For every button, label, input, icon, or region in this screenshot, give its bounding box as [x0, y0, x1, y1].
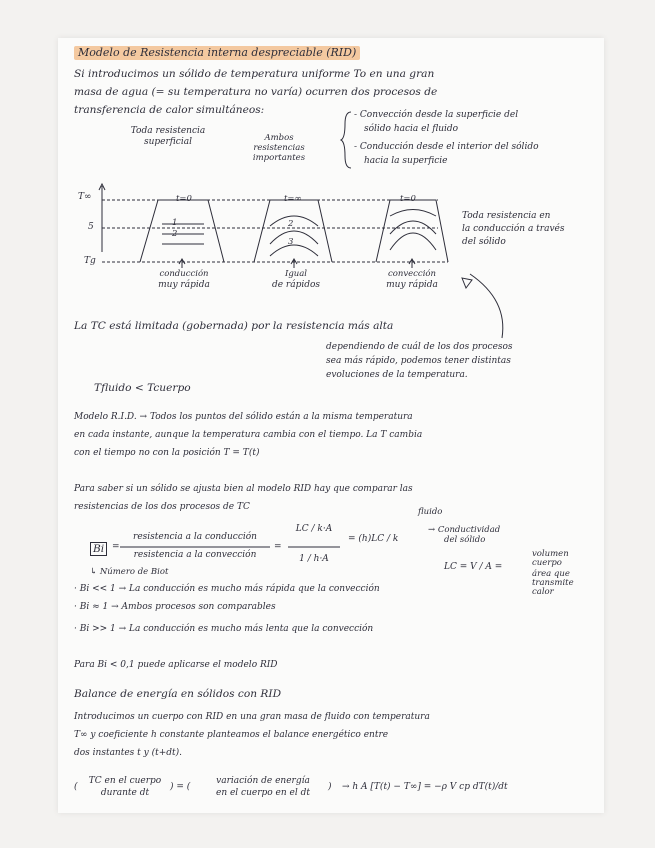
lc-note-3: área que	[532, 569, 570, 579]
time-label-6: 3	[288, 237, 294, 247]
process-1-b: sólido hacia el fluido	[364, 124, 459, 134]
temperature-profile-diagram	[58, 38, 604, 338]
time-label-2: 1	[172, 218, 178, 228]
time-label-3: 2	[172, 229, 178, 239]
final-rhs: → h A [T(t) − T∞] = −ρ V cp dT(t)/dt	[342, 782, 508, 792]
head-mid-2: resistencias	[253, 143, 305, 153]
final-left-1: TC en el cuerpo	[88, 776, 162, 786]
time-label-7: t=0	[400, 194, 416, 204]
time-label-5: 2	[288, 219, 294, 229]
biot-name: ↳ Número de Biot	[90, 567, 169, 577]
process-1-a: - Convección desde la superficie del	[354, 110, 519, 120]
caption-1-a: conducción	[159, 269, 209, 279]
y-label-5: 5	[88, 222, 94, 232]
frac2-numerator: LC / k·A	[295, 524, 333, 534]
lc-note-5: calor	[532, 587, 554, 597]
model-rid-1: Modelo R.I.D. → Todos los puntos del sólido están a la misma temperatura	[74, 412, 413, 422]
head-mid-3: importantes	[252, 153, 306, 163]
notebook-page: Modelo de Resistencia interna despreciable (RID) Si introducimos un sólido de temperatura uniforme To en una gran masa de agua (= su temperatura no varía) ocurren dos procesos de transferencia de calor simultáneos: - Convección desde la superficie del sólido hacia el fluido - Conducción desde el interior del sólido hacia la superficie Toda resistencia superficial Ambos resistencias importantes T∞ 5 Tg t=0 1 2 t=∞ 2 3 t=0 conducción muy rápida Igual de rápidos convección muy rápida Toda resistencia en la conducción a través del sólido La TC está limitada (gobernada) por la resistencia más alta dependiendo de cuál de los dos procesos sea más rápido, podemos tener distintas evoluciones de la temperatura. Tfluido < Tcuerpo Modelo R.I.D. → Todos los puntos del sólido están a la misma temperatura en cada instante, aunque la temperatura cambia con el tiempo. La T cambia con el tiempo no con la posición T = T(t) Para saber si un sólido se ajusta bien al modelo RID hay que comparar las resistencias de los dos procesos de TC Bi = resistencia a la conducción resistencia a la convección = LC / k·A 1 / h·A = (h)LC / k fluido → Conductividad del sólido ↳ Número de Biot LC = V / A = volumen cuerpo área que transmite calor · Bi << 1 → La conducción es mucho más rápida que la convección · Bi ≈ 1 → Ambos procesos son comparables · Bi >> 1 → La conducción es mucho más lenta que la convección Para Bi < 0,1 puede aplicarse el modelo RID Balance de energía en sólidos con RID Introducimos un cuerpo con RID en una gran masa de fluido con temperatura T∞ y coeficiente h constante planteamos el balance energético entre dos instantes t y (t+dt). ( TC en el cuerpo durante dt ) = ( variación de energía en el cuerpo en el dt ) → h A [T(t) − T∞] = −ρ V cp dT(t)/dt	[58, 38, 604, 813]
final-mid-2: en el cuerpo en el dt	[216, 788, 310, 798]
fluid-label: fluido	[418, 507, 443, 517]
biot-symbol: Bi	[90, 542, 107, 556]
conductivity-label-1: → Conductividad	[428, 525, 501, 535]
fraction-bar-2	[288, 546, 340, 548]
intro-line-3: transferencia de calor simultáneos:	[74, 104, 265, 116]
balance-2: T∞ y coeficiente h constante planteamos el balance energético entre	[74, 730, 389, 740]
depends-note-3: evoluciones de la temperatura.	[326, 370, 468, 380]
y-label-tg: Tg	[84, 256, 96, 266]
balance-3: dos instantes t y (t+dt).	[74, 748, 182, 758]
biot-rhs: = (h)LC / k	[348, 534, 399, 544]
fraction-bar	[120, 546, 270, 548]
right-note-1: Toda resistencia en	[462, 211, 551, 221]
lc-note-1: volumen	[532, 549, 569, 559]
biot-denominator: resistencia a la convección	[133, 550, 257, 560]
depends-note-1: dependiendo de cuál de los dos procesos	[326, 342, 513, 352]
case-1: · Bi << 1 → La conducción es mucho más rápida que la convección	[74, 584, 380, 594]
intro-line-1: Si introducimos un sólido de temperatura uniforme To en una gran	[74, 68, 435, 80]
intro-line-2: masa de agua (= su temperatura no varía) ocurren dos procesos de	[74, 86, 438, 98]
process-2-a: - Conducción desde el interior del sólido	[354, 142, 539, 152]
head-mid-1: Ambos	[264, 133, 294, 143]
tc-limited-line: La TC está limitada (gobernada) por la resistencia más alta	[74, 320, 394, 332]
caption-3-a: convección	[387, 269, 437, 279]
tfluido-line: Tfluido < Tcuerpo	[94, 382, 191, 394]
caption-2-a: Igual	[284, 269, 308, 279]
right-note-3: del sólido	[462, 237, 506, 247]
process-2-b: hacia la superficie	[364, 156, 448, 166]
time-label-1: t=0	[176, 194, 192, 204]
right-note-2: la conducción a través	[462, 224, 565, 234]
final-mid-1: variación de energía	[216, 776, 310, 786]
case-2: · Bi ≈ 1 → Ambos procesos son comparables	[74, 602, 276, 612]
model-rid-3: con el tiempo no con la posición T = T(t)	[74, 448, 260, 458]
time-label-4: t=∞	[284, 194, 302, 204]
model-rid-2: en cada instante, aunque la temperatura cambia con el tiempo. La T cambia	[74, 430, 423, 440]
bi-rule: Para Bi < 0,1 puede aplicarse el modelo RID	[74, 660, 278, 670]
head-left-2: superficial	[144, 137, 192, 147]
compare-2: resistencias de los dos procesos de TC	[74, 502, 250, 512]
page-title: Modelo de Resistencia interna despreciable (RID)	[74, 46, 360, 60]
y-label-tinf: T∞	[78, 192, 92, 202]
case-3: · Bi >> 1 → La conducción es mucho más lenta que la convección	[74, 624, 374, 634]
final-left-2: durante dt	[100, 788, 150, 798]
depends-note-2: sea más rápido, podemos tener distintas	[326, 356, 511, 366]
balance-title: Balance de energía en sólidos con RID	[74, 688, 282, 700]
caption-1-b: muy rápida	[158, 280, 210, 290]
lc-note-2: cuerpo	[532, 558, 562, 568]
caption-2-b: de rápidos	[271, 280, 321, 290]
compare-1: Para saber si un sólido se ajusta bien al modelo RID hay que comparar las	[74, 484, 413, 494]
lc-note-4: transmite	[532, 578, 574, 588]
frac2-denominator: 1 / h·A	[299, 554, 329, 564]
balance-1: Introducimos un cuerpo con RID en una gran masa de fluido con temperatura	[74, 712, 430, 722]
head-left-1: Toda resistencia	[130, 126, 206, 136]
biot-numerator: resistencia a la conducción	[133, 532, 257, 542]
caption-3-b: muy rápida	[386, 280, 438, 290]
conductivity-label-2: del sólido	[444, 535, 486, 545]
lc-equation: LC = V / A =	[444, 562, 503, 572]
